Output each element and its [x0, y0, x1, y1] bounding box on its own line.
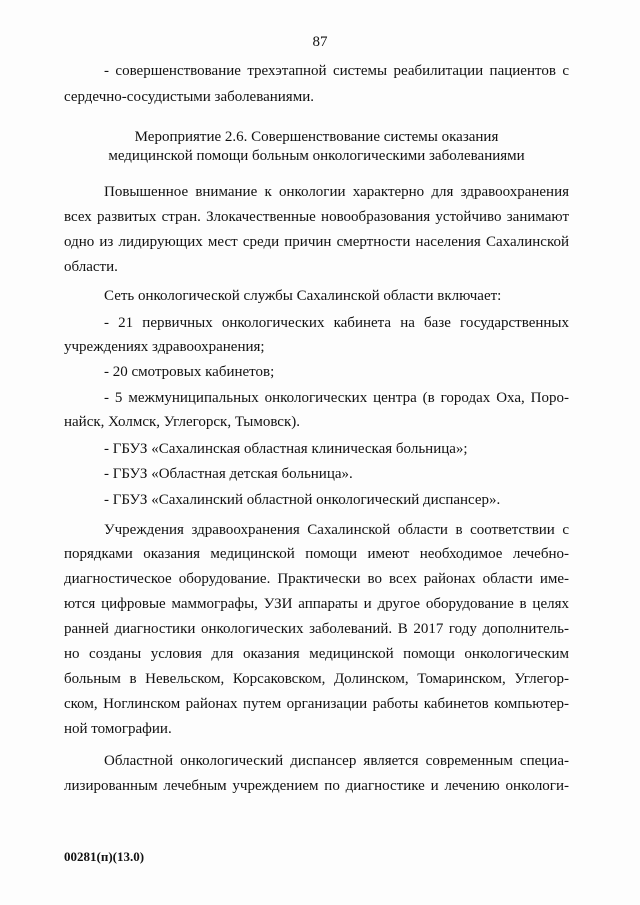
footer-code: 00281(п)(13.0) — [64, 849, 145, 864]
section-heading-line: медицинской помощи больным онкологическими заболеваниями — [108, 148, 525, 164]
paragraph-line: ранней диагностики онкологических заболеваний. В 2017 году дополнитель- — [64, 621, 569, 637]
list-item: - 21 первичных онкологических кабинета на базе государственных — [104, 315, 569, 331]
paragraph-line: диагностическое оборудование. Практически во всех районах области име- — [64, 571, 569, 587]
paragraph-line: лизированным лечебным учреждением по диагностике и лечению онкологи- — [64, 778, 569, 794]
list-item: учреждениях здравоохранения; — [64, 339, 265, 355]
list-item: найск, Холмск, Углегорск, Тымовск). — [64, 414, 301, 430]
list-intro: Сеть онкологической службы Сахалинской области включает: — [104, 288, 502, 304]
paragraph-line: но созданы условия для оказания медицинской помощи онкологическим — [64, 646, 569, 662]
paragraph-line: одно из лидирующих мест среди причин смертности населения Сахалинской — [64, 234, 569, 250]
paragraph-line: ском, Ноглинском районах путем организации работы кабинетов компьютер- — [64, 696, 569, 712]
paragraph-line: всех развитых стран. Злокачественные новообразования устойчиво занимают — [64, 209, 569, 225]
paragraph-line: области. — [64, 259, 118, 275]
list-item: - 5 межмуниципальных онкологических центра (в городах Оха, Поро- — [104, 390, 569, 406]
list-item: - ГБУЗ «Сахалинский областной онкологический диспансер». — [104, 492, 501, 508]
list-item: - ГБУЗ «Сахалинская областная клиническая больница»; — [104, 441, 468, 457]
list-item: - 20 смотровых кабинетов; — [104, 364, 275, 380]
paragraph-line: ной томографии. — [64, 721, 172, 737]
intro-line: - совершенствование трехэтапной системы реабилитации пациентов с — [104, 63, 569, 79]
paragraph-line: Областной онкологический диспансер является современным специа- — [104, 753, 569, 769]
list-item: - ГБУЗ «Областная детская больница». — [104, 466, 353, 482]
paragraph-line: ются цифровые маммографы, УЗИ аппараты и другое оборудование в целях — [64, 596, 569, 612]
intro-line: сердечно-сосудистыми заболеваниями. — [64, 89, 314, 105]
paragraph-line: Повышенное внимание к онкологии характерно для здравоохранения — [104, 184, 569, 200]
section-heading-line: Мероприятие 2.6. Совершенствование системы оказания — [134, 129, 499, 145]
page-number: 87 — [312, 34, 328, 50]
paragraph-line: порядками оказания медицинской помощи имеют необходимое лечебно- — [64, 546, 569, 562]
paragraph-line: Учреждения здравоохранения Сахалинской области в соответствии с — [104, 522, 569, 538]
paragraph-line: больным в Невельском, Корсаковском, Долинском, Томаринском, Углегор- — [64, 671, 569, 687]
